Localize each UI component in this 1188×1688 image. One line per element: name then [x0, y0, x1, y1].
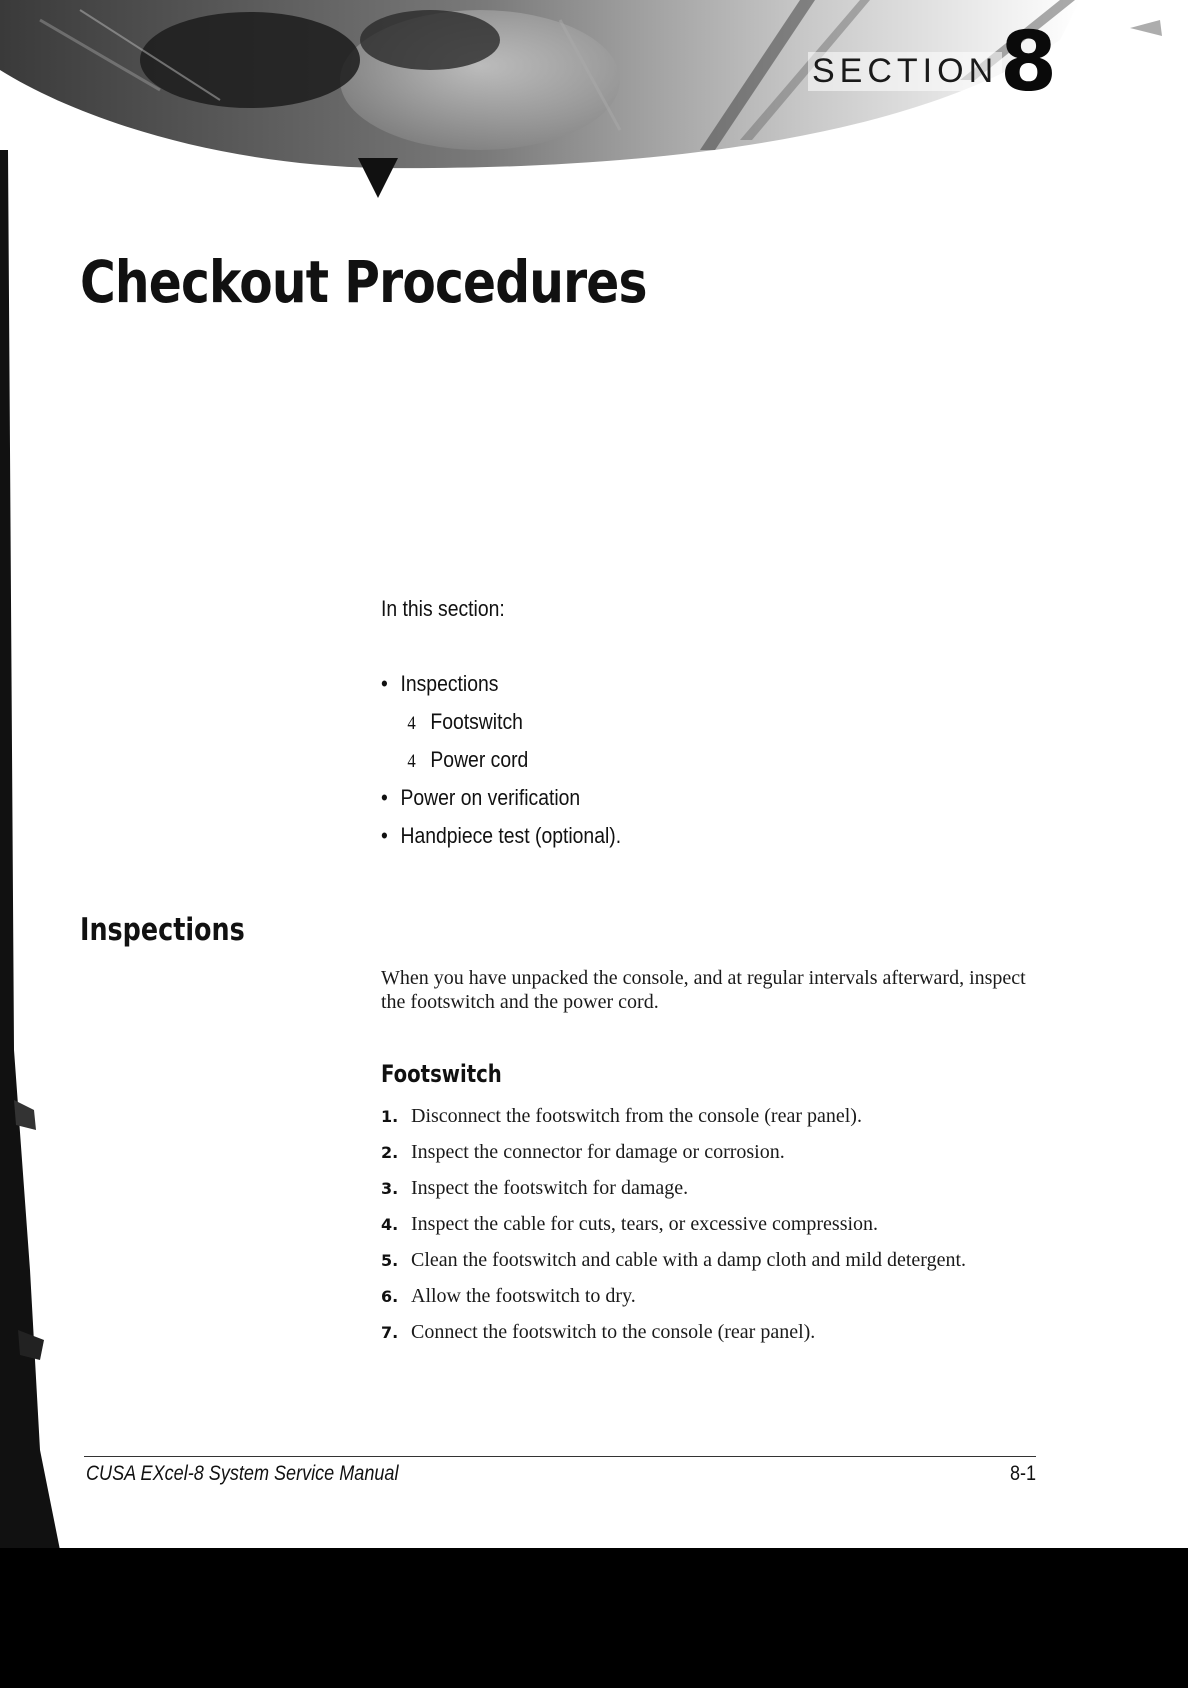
binding-edge [0, 150, 60, 1550]
step-number: 3. [381, 1179, 399, 1198]
section-contents-subitem [381, 741, 621, 779]
step-item [381, 1098, 966, 1134]
bullet-icon: • [381, 671, 388, 696]
step-item [381, 1134, 966, 1170]
step-text: Disconnect the footswitch from the console (rear panel). [411, 1105, 862, 1127]
section-contents-intro: In this section: [381, 596, 505, 621]
section-contents-item-label: Power cord [430, 747, 529, 772]
step-number: 4. [381, 1215, 399, 1234]
inspections-intro: When you have unpacked the console, and at regular intervals afterward, inspect the footswitch and the power cord. [381, 967, 1026, 1013]
bullet-icon: • [381, 823, 388, 848]
section-contents-list [381, 665, 621, 855]
step-text: Inspect the cable for cuts, tears, or excessive compression. [411, 1213, 879, 1235]
footer-divider [84, 1456, 1036, 1457]
page-title: Checkout Procedures [80, 248, 647, 316]
step-number: 7. [381, 1323, 399, 1342]
step-text: Connect the footswitch to the console (rear panel). [411, 1321, 816, 1343]
step-text: Inspect the connector for damage or corrosion. [411, 1141, 785, 1163]
sub-bullet-icon: 4 [407, 713, 416, 734]
section-contents-item-label: Footswitch [430, 709, 523, 734]
section-contents-item [381, 665, 621, 703]
bullet-icon: • [381, 785, 388, 810]
step-number: 6. [381, 1287, 399, 1306]
step-number: 5. [381, 1251, 399, 1270]
section-contents-subitem [381, 703, 621, 741]
step-number: 1. [381, 1107, 399, 1126]
scan-bottom-edge [0, 1548, 1188, 1688]
step-text: Inspect the footswitch for damage. [411, 1177, 689, 1199]
step-text: Allow the footswitch to dry. [411, 1285, 636, 1307]
step-item [381, 1170, 966, 1206]
footer-page-number: 8-1 [1010, 1462, 1037, 1485]
footer-manual-title: CUSA EXcel-8 System Service Manual [86, 1462, 399, 1485]
section-contents-item-label: Handpiece test (optional). [400, 823, 622, 848]
sub-bullet-icon: 4 [407, 751, 416, 772]
section-contents-item-label: Power on verification [400, 785, 581, 810]
section-number: 8 [1000, 15, 1058, 110]
footswitch-heading: Footswitch [381, 1060, 502, 1088]
section-contents-item [381, 779, 621, 817]
section-label: SECTION [808, 52, 1002, 91]
step-item [381, 1206, 966, 1242]
step-number: 2. [381, 1143, 399, 1162]
section-contents-item [381, 817, 621, 855]
step-item [381, 1242, 966, 1278]
footswitch-steps [381, 1098, 966, 1350]
step-item [381, 1314, 966, 1350]
inspections-heading: Inspections [80, 912, 245, 948]
section-contents-item-label: Inspections [400, 671, 499, 696]
step-item [381, 1278, 966, 1314]
step-text: Clean the footswitch and cable with a damp cloth and mild detergent. [411, 1249, 967, 1271]
